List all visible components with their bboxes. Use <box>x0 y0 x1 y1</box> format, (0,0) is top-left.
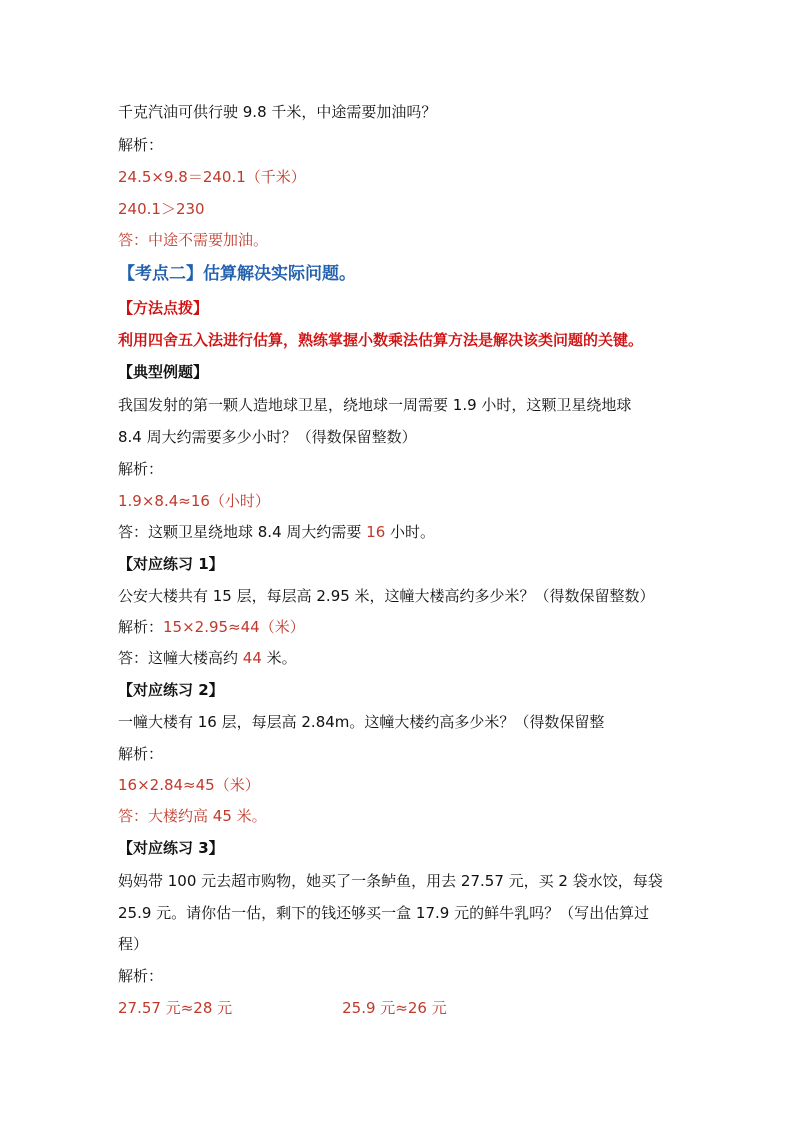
practice1-analysis: 解析：15×2.95≈44（米） <box>118 618 305 636</box>
practice3-heading: 【对应练习 3】 <box>118 839 224 857</box>
method-heading: 【方法点拨】 <box>118 299 209 317</box>
analysis-label: 解析： <box>118 745 164 763</box>
question-continuation: 千克汽油可供行驶 9.8 千米，中途需要加油吗？ <box>118 103 437 121</box>
compare-line: 240.1＞230 <box>118 200 205 218</box>
analysis-label: 解析： <box>118 460 164 478</box>
example-heading: 【典型例题】 <box>118 363 209 381</box>
answer-line: 答：这颗卫星绕地球 8.4 周大约需要 16 小时。 <box>118 523 436 541</box>
practice3-question-line3: 程） <box>118 935 149 953</box>
example-question-line1: 我国发射的第一颗人造地球卫星，绕地球一周需要 1.9 小时，这颗卫星绕地球 <box>118 396 632 414</box>
practice3-question-line1: 妈妈带 100 元去超市购物，她买了一条鲈鱼，用去 27.57 元，买 2 袋水饺，每袋 <box>118 872 663 890</box>
analysis-label: 解析： <box>118 967 164 985</box>
practice1-question: 公安大楼共有 15 层，每层高 2.95 米，这幢大楼高约多少米？（得数保留整数） <box>118 587 655 605</box>
example-question-line2: 8.4 周大约需要多少小时？（得数保留整数） <box>118 428 417 446</box>
estimate-line: 27.57 元≈28 元 25.9 元≈26 元 <box>118 999 447 1017</box>
answer-line: 答：中途不需要加油。 <box>118 231 269 249</box>
method-text: 利用四舍五入法进行估算，熟练掌握小数乘法估算方法是解决该类问题的关键。 <box>118 331 644 349</box>
analysis-label: 解析： <box>118 136 164 154</box>
practice1-heading: 【对应练习 1】 <box>118 555 224 573</box>
practice2-heading: 【对应练习 2】 <box>118 681 224 699</box>
practice3-question-line2: 25.9 元。请你估一估，剩下的钱还够买一盒 17.9 元的鲜牛乳吗？（写出估算过 <box>118 904 650 922</box>
calc-line: 1.9×8.4≈16（小时） <box>118 492 270 510</box>
practice1-answer: 答：这幢大楼高约 44 米。 <box>118 649 297 667</box>
calc-line: 24.5×9.8＝240.1（千米） <box>118 168 306 186</box>
practice2-question: 一幢大楼有 16 层，每层高 2.84m。这幢大楼约高多少米？（得数保留整 <box>118 713 605 731</box>
calc-line: 16×2.84≈45（米） <box>118 776 260 794</box>
answer-line: 答：大楼约高 45 米。 <box>118 807 267 825</box>
section-heading: 【考点二】估算解决实际问题。 <box>118 264 356 284</box>
